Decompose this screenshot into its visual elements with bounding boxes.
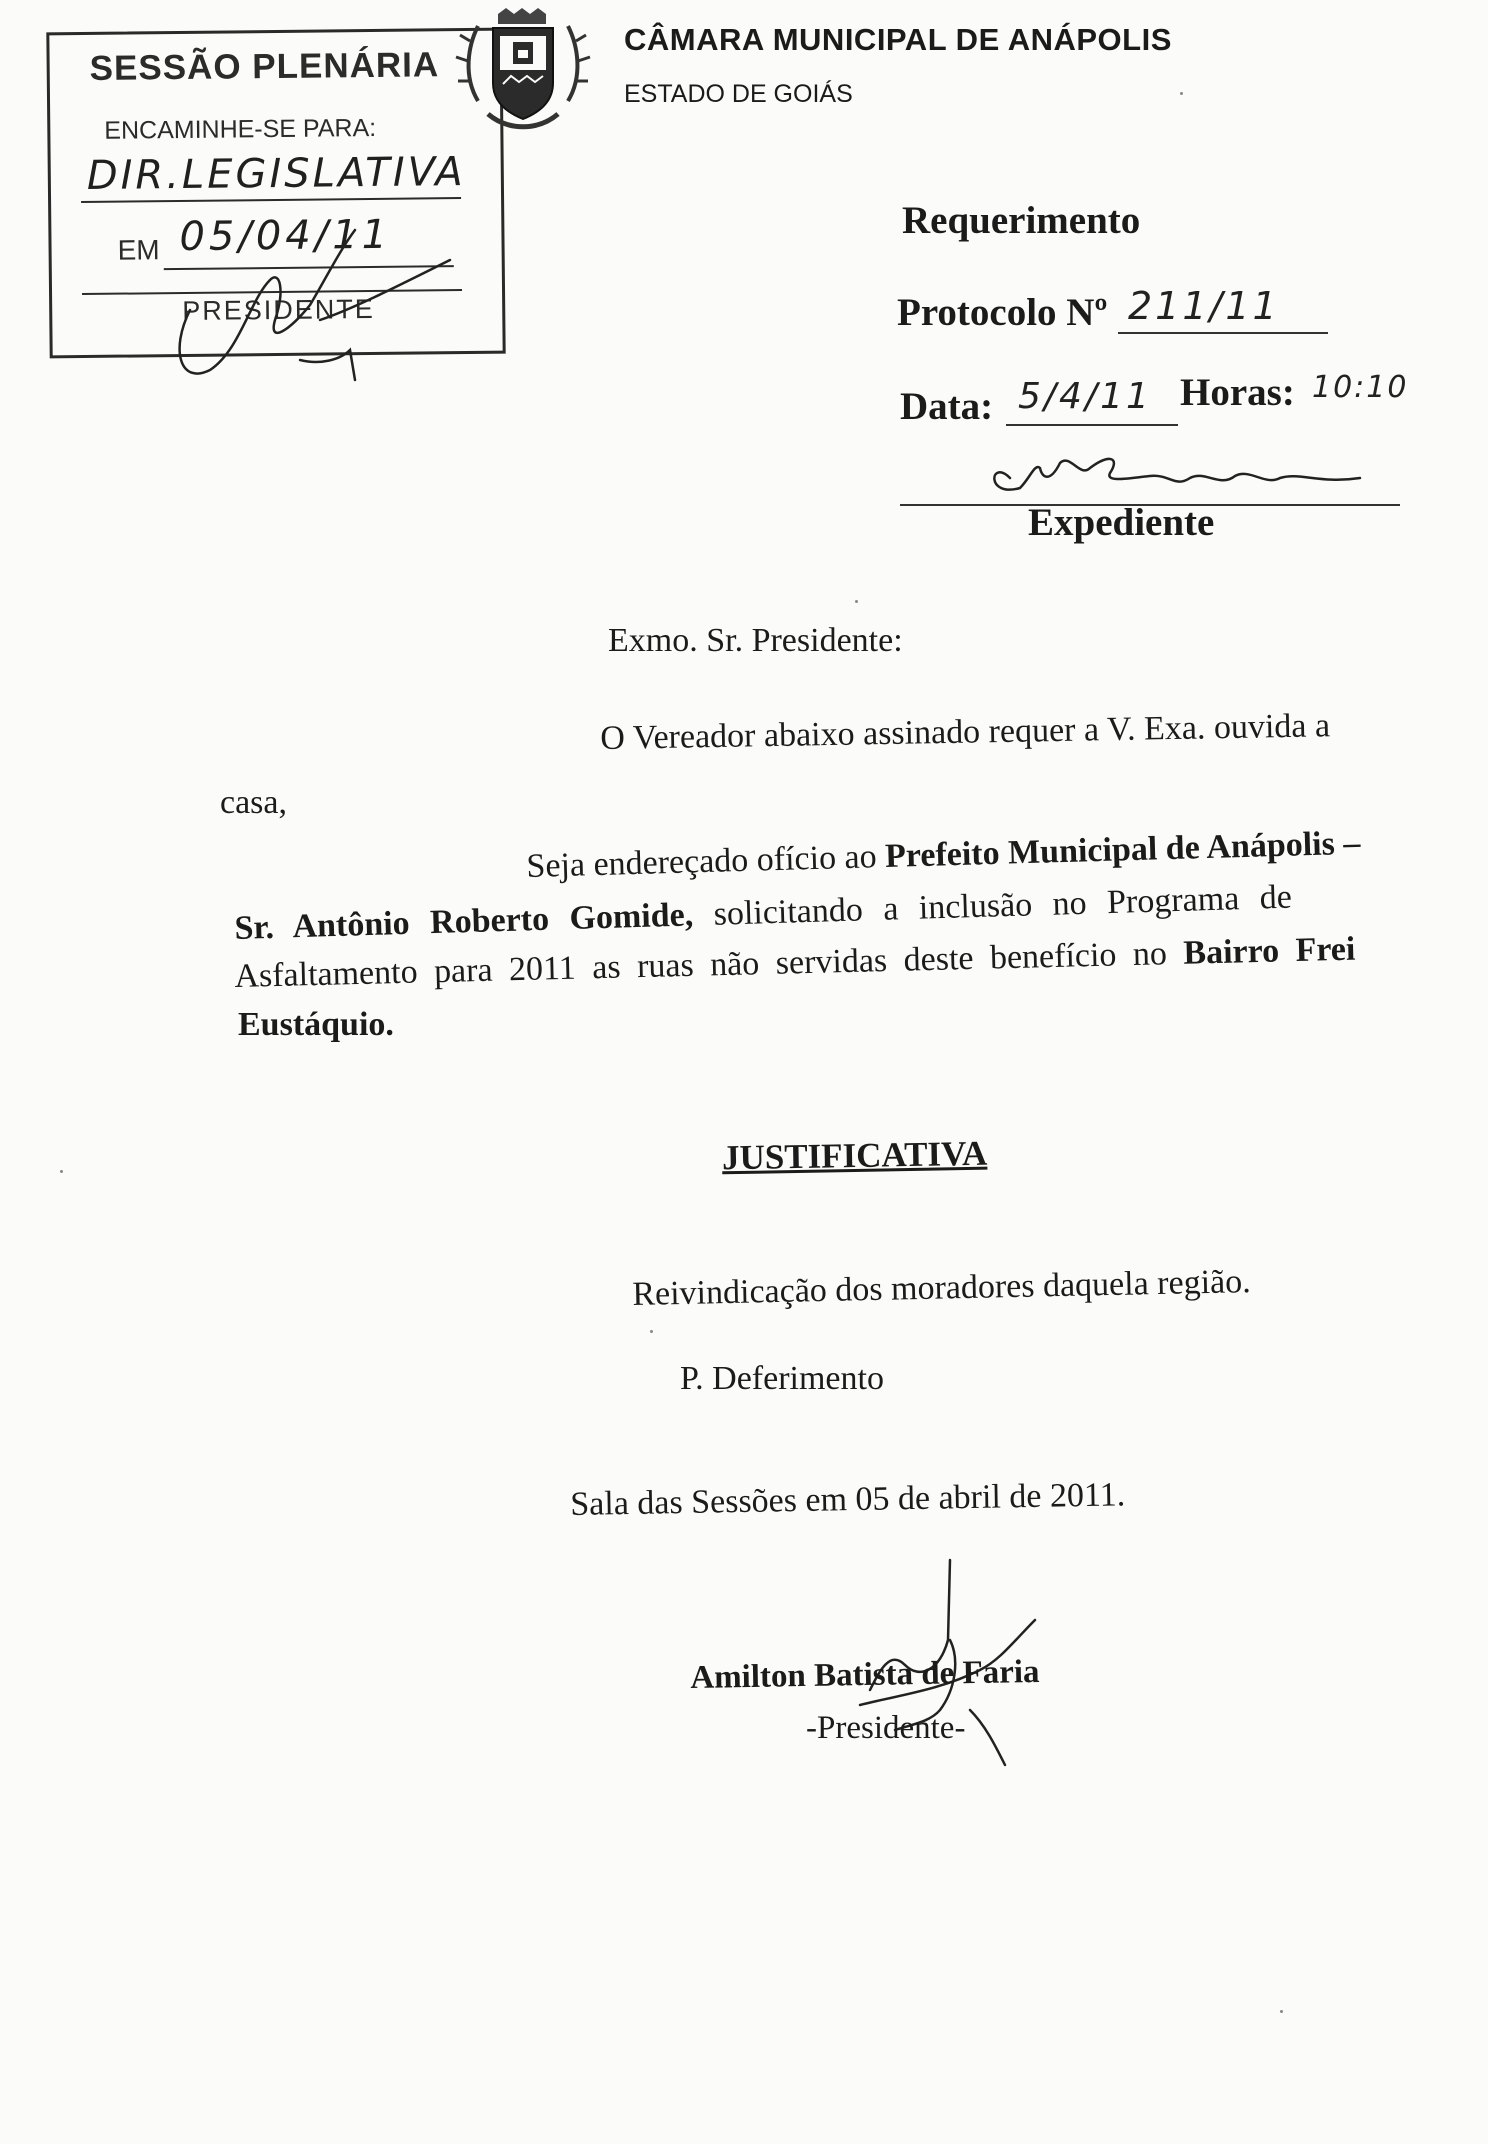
stamp-role: PRESIDENTE <box>182 293 375 326</box>
justification-text: Reivindicação dos moradores daquela região. <box>632 1263 1252 1313</box>
request-line-2-text: solicitando a inclusão no Programa de <box>692 878 1293 934</box>
mayor-title: Prefeito Municipal de Anápolis – <box>884 824 1361 875</box>
stamp-signature-scribble <box>150 210 480 390</box>
scan-speck <box>1280 2010 1283 2013</box>
place-date: Sala das Sessões em 05 de abril de 2011. <box>570 1476 1126 1523</box>
protocol-date-label: Data: <box>900 385 994 428</box>
municipal-crest-icon <box>448 6 598 146</box>
request-line-1-text: Seja endereçado ofício ao <box>526 837 886 885</box>
protocol-hours-value: 10:10 <box>1312 370 1409 405</box>
institution-name: CÂMARA MUNICIPAL DE ANÁPOLIS <box>624 22 1172 57</box>
mayor-name: Sr. Antônio Roberto Gomide, <box>234 896 694 947</box>
protocol-date-value: 5/4/11 <box>1018 376 1152 417</box>
closing-text: P. Deferimento <box>680 1360 884 1397</box>
stamp-forward-label: ENCAMINHE-SE PARA: <box>104 113 377 145</box>
document-type: Requerimento <box>902 199 1141 242</box>
salutation: Exmo. Sr. Presidente: <box>608 622 903 659</box>
stamp-destination: DIR.LEGISLATIVA <box>86 149 466 199</box>
signer-name: Amilton Batista de Faria <box>690 1653 1040 1696</box>
intro-continuation: casa, <box>220 784 288 821</box>
signer-role: -Presidente- <box>806 1710 966 1746</box>
stamp-date-value: 05/04/11 <box>179 211 392 261</box>
protocol-hours-label: Horas: <box>1180 371 1295 414</box>
protocol-number-label: Protocolo Nº <box>897 291 1108 334</box>
protocol-date-line <box>1006 424 1178 426</box>
protocol-number-value: 211/11 <box>1128 284 1280 328</box>
scan-speck <box>60 1170 63 1173</box>
request-line-3-text: Asfaltamento para 2011 as ruas não servidas deste benefício no <box>234 934 1184 995</box>
stamp-date-label: EM <box>117 234 160 266</box>
intro-text: O Vereador abaixo assinado requer a V. Exa. ouvida a <box>600 707 1331 757</box>
scan-speck <box>1180 92 1183 95</box>
expedient-signature <box>980 448 1400 508</box>
scan-speck <box>650 1330 653 1333</box>
protocol-number-line <box>1118 332 1328 334</box>
stamp-title: SESSÃO PLENÁRIA <box>89 45 440 88</box>
state-name: ESTADO DE GOIÁS <box>624 80 853 108</box>
scan-speck <box>855 600 858 603</box>
justification-title: JUSTIFICATIVA <box>721 1133 988 1178</box>
neighborhood-name: Bairro Frei <box>1182 930 1356 972</box>
expedient-label: Expediente <box>1028 501 1215 544</box>
request-line-1 <box>526 825 1361 886</box>
request-line-4: Eustáquio. <box>238 1006 394 1043</box>
